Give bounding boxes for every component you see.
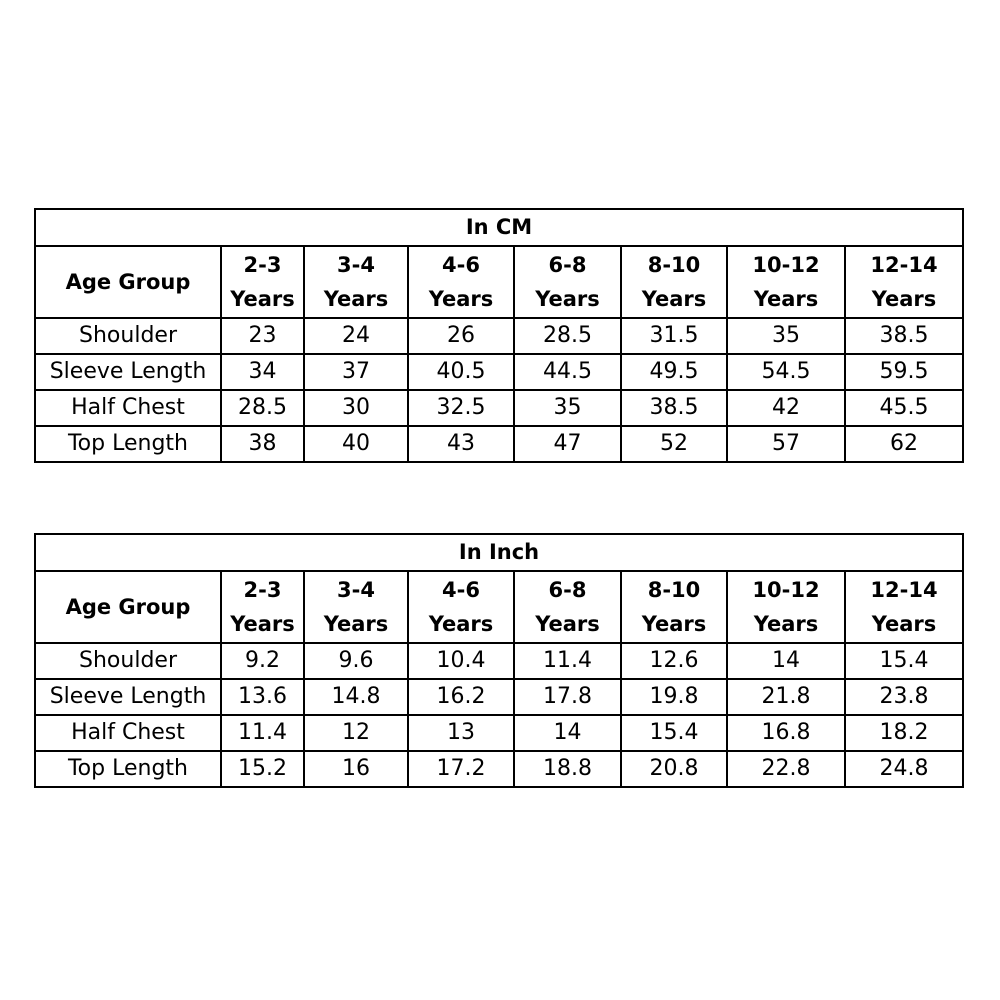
age-range: 12-14 <box>870 253 938 277</box>
table-cell: 21.8 <box>727 679 845 715</box>
age-unit: Years <box>323 612 389 636</box>
table-cell: 54.5 <box>727 354 845 390</box>
age-range: 8-10 <box>647 578 701 602</box>
size-table-inch <box>34 533 964 788</box>
age-column-header <box>621 571 727 643</box>
age-range: 6-8 <box>548 253 587 277</box>
table-cell: 24 <box>304 318 408 354</box>
table-cell: 15.4 <box>621 715 727 751</box>
table-cell: 12.6 <box>621 643 727 679</box>
age-unit: Years <box>428 287 494 311</box>
table-cell: 62 <box>845 426 963 462</box>
table-cell: 38 <box>221 426 304 462</box>
table-cell: 17.2 <box>408 751 514 787</box>
table-cell: 16.2 <box>408 679 514 715</box>
table-cell: 11.4 <box>514 643 621 679</box>
table-row <box>35 643 963 679</box>
age-unit: Years <box>753 612 819 636</box>
age-range: 12-14 <box>870 578 938 602</box>
age-unit: Years <box>230 612 295 636</box>
table-cell: 45.5 <box>845 390 963 426</box>
age-range: 10-12 <box>752 253 820 277</box>
table-row <box>35 426 963 462</box>
age-column-header <box>221 571 304 643</box>
table-cell: 23 <box>221 318 304 354</box>
table-cell: 28.5 <box>221 390 304 426</box>
header-row <box>35 571 963 643</box>
size-table-cm <box>34 208 964 463</box>
table-cell: 23.8 <box>845 679 963 715</box>
age-group-header: Age Group <box>35 246 221 318</box>
age-unit: Years <box>323 287 389 311</box>
age-unit: Years <box>871 287 937 311</box>
age-unit: Years <box>230 287 295 311</box>
table-cell: 16.8 <box>727 715 845 751</box>
table-cell: 49.5 <box>621 354 727 390</box>
table-cell: 47 <box>514 426 621 462</box>
age-range: 3-4 <box>337 253 375 277</box>
table-cell: 52 <box>621 426 727 462</box>
row-label: Half Chest <box>35 390 221 426</box>
header-row <box>35 246 963 318</box>
age-range: 6-8 <box>548 578 587 602</box>
age-column-header <box>514 571 621 643</box>
table-cell: 42 <box>727 390 845 426</box>
age-column-header <box>621 246 727 318</box>
table-cell: 31.5 <box>621 318 727 354</box>
table-cell: 35 <box>514 390 621 426</box>
table-cell: 14.8 <box>304 679 408 715</box>
table-cell: 35 <box>727 318 845 354</box>
table-row <box>35 715 963 751</box>
age-unit: Years <box>535 287 600 311</box>
row-label: Shoulder <box>35 643 221 679</box>
table-cell: 18.8 <box>514 751 621 787</box>
age-range: 2-3 <box>243 578 282 602</box>
table-cell: 44.5 <box>514 354 621 390</box>
age-column-header <box>727 246 845 318</box>
age-column-header <box>514 246 621 318</box>
table-cell: 20.8 <box>621 751 727 787</box>
table-cell: 9.2 <box>221 643 304 679</box>
age-column-header <box>304 246 408 318</box>
row-label: Shoulder <box>35 318 221 354</box>
table-cell: 14 <box>514 715 621 751</box>
age-column-header <box>727 571 845 643</box>
table-cell: 14 <box>727 643 845 679</box>
table-cell: 38.5 <box>845 318 963 354</box>
table-cell: 57 <box>727 426 845 462</box>
table-cell: 13 <box>408 715 514 751</box>
age-range: 4-6 <box>442 253 480 277</box>
table-cell: 34 <box>221 354 304 390</box>
age-column-header <box>304 571 408 643</box>
table-row <box>35 751 963 787</box>
age-unit: Years <box>535 612 600 636</box>
table-cell: 43 <box>408 426 514 462</box>
table-cell: 10.4 <box>408 643 514 679</box>
table-cell: 11.4 <box>221 715 304 751</box>
table-cell: 24.8 <box>845 751 963 787</box>
age-column-header <box>845 571 963 643</box>
table-title: In Inch <box>35 534 963 571</box>
row-label: Top Length <box>35 426 221 462</box>
table-cell: 18.2 <box>845 715 963 751</box>
table-cell: 12 <box>304 715 408 751</box>
table-cell: 16 <box>304 751 408 787</box>
table-cell: 40.5 <box>408 354 514 390</box>
age-range: 8-10 <box>647 253 701 277</box>
table-row <box>35 354 963 390</box>
age-group-header: Age Group <box>35 571 221 643</box>
age-column-header <box>221 246 304 318</box>
age-column-header <box>845 246 963 318</box>
table-cell: 37 <box>304 354 408 390</box>
table-cell: 17.8 <box>514 679 621 715</box>
table-title: In CM <box>35 209 963 246</box>
table-cell: 15.4 <box>845 643 963 679</box>
table-cell: 22.8 <box>727 751 845 787</box>
row-label: Top Length <box>35 751 221 787</box>
age-range: 10-12 <box>752 578 820 602</box>
table-cell: 9.6 <box>304 643 408 679</box>
age-range: 4-6 <box>442 578 480 602</box>
table-cell: 40 <box>304 426 408 462</box>
table-cell: 15.2 <box>221 751 304 787</box>
age-range: 2-3 <box>243 253 282 277</box>
age-range: 3-4 <box>337 578 375 602</box>
table-cell: 19.8 <box>621 679 727 715</box>
table-cell: 13.6 <box>221 679 304 715</box>
table-cell: 59.5 <box>845 354 963 390</box>
row-label: Sleeve Length <box>35 679 221 715</box>
table-cell: 38.5 <box>621 390 727 426</box>
table-cell: 26 <box>408 318 514 354</box>
age-column-header <box>408 571 514 643</box>
table-row <box>35 390 963 426</box>
age-column-header <box>408 246 514 318</box>
age-unit: Years <box>753 287 819 311</box>
table-cell: 28.5 <box>514 318 621 354</box>
table-cell: 32.5 <box>408 390 514 426</box>
row-label: Sleeve Length <box>35 354 221 390</box>
table-row <box>35 318 963 354</box>
age-unit: Years <box>641 612 707 636</box>
table-cell: 30 <box>304 390 408 426</box>
age-unit: Years <box>428 612 494 636</box>
age-unit: Years <box>871 612 937 636</box>
age-unit: Years <box>641 287 707 311</box>
row-label: Half Chest <box>35 715 221 751</box>
table-row <box>35 679 963 715</box>
